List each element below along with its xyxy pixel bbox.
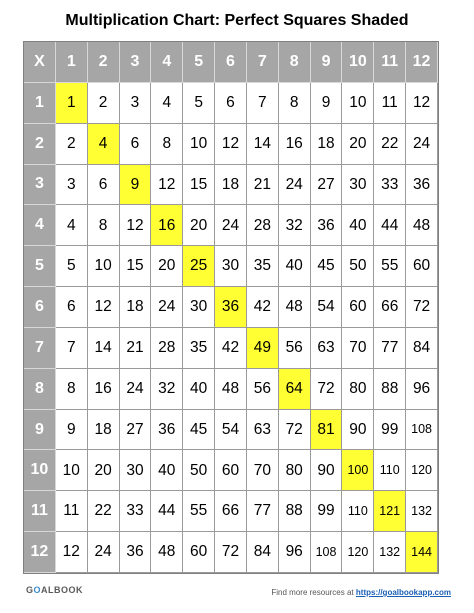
column-header: 12 bbox=[406, 42, 438, 83]
column-header: 1 bbox=[56, 42, 88, 83]
row-header: 8 bbox=[24, 369, 56, 410]
multiplication-table bbox=[23, 41, 439, 574]
product-cell: 55 bbox=[183, 491, 215, 532]
product-cell: 6 bbox=[88, 165, 120, 206]
product-cell: 99 bbox=[311, 491, 343, 532]
product-cell: 60 bbox=[406, 246, 438, 287]
product-cell: 56 bbox=[247, 369, 279, 410]
product-cell: 36 bbox=[406, 165, 438, 206]
product-cell: 12 bbox=[215, 124, 247, 165]
product-cell: 72 bbox=[311, 369, 343, 410]
product-cell: 35 bbox=[183, 328, 215, 369]
product-cell: 24 bbox=[406, 124, 438, 165]
product-cell: 80 bbox=[342, 369, 374, 410]
product-cell: 12 bbox=[151, 165, 183, 206]
product-cell: 36 bbox=[311, 205, 343, 246]
product-cell: 21 bbox=[247, 165, 279, 206]
product-cell: 3 bbox=[120, 83, 152, 124]
product-cell: 84 bbox=[406, 328, 438, 369]
product-cell: 45 bbox=[311, 246, 343, 287]
product-cell: 9 bbox=[56, 410, 88, 451]
product-cell: 10 bbox=[342, 83, 374, 124]
product-cell: 66 bbox=[374, 287, 406, 328]
row-header: 7 bbox=[24, 328, 56, 369]
page-title: Multiplication Chart: Perfect Squares Shaded bbox=[65, 12, 409, 29]
column-header: 5 bbox=[183, 42, 215, 83]
product-cell: 18 bbox=[311, 124, 343, 165]
product-cell: 10 bbox=[183, 124, 215, 165]
product-cell: 24 bbox=[88, 532, 120, 573]
row-header: 3 bbox=[24, 165, 56, 206]
product-cell: 24 bbox=[120, 369, 152, 410]
product-cell: 63 bbox=[311, 328, 343, 369]
product-cell: 10 bbox=[88, 246, 120, 287]
footer-resources bbox=[271, 588, 451, 597]
goalbook-logo: GOALBOOK bbox=[26, 585, 84, 595]
product-cell: 22 bbox=[88, 491, 120, 532]
column-header: 7 bbox=[247, 42, 279, 83]
perfect-square-cell: 4 bbox=[88, 124, 120, 165]
product-cell: 110 bbox=[374, 450, 406, 491]
perfect-square-cell: 36 bbox=[215, 287, 247, 328]
product-cell: 8 bbox=[279, 83, 311, 124]
product-cell: 11 bbox=[374, 83, 406, 124]
product-cell: 12 bbox=[56, 532, 88, 573]
corner-header: X bbox=[24, 42, 56, 83]
product-cell: 24 bbox=[279, 165, 311, 206]
product-cell: 12 bbox=[88, 287, 120, 328]
product-cell: 72 bbox=[279, 410, 311, 451]
product-cell: 32 bbox=[151, 369, 183, 410]
perfect-square-cell: 100 bbox=[342, 450, 374, 491]
row-header: 12 bbox=[24, 532, 56, 573]
product-cell: 110 bbox=[342, 491, 374, 532]
product-cell: 84 bbox=[247, 532, 279, 573]
product-cell: 54 bbox=[311, 287, 343, 328]
footer-text: Find more resources at bbox=[271, 588, 354, 597]
product-cell: 11 bbox=[56, 491, 88, 532]
column-header: 4 bbox=[151, 42, 183, 83]
product-cell: 132 bbox=[374, 532, 406, 573]
product-cell: 8 bbox=[88, 205, 120, 246]
product-cell: 18 bbox=[88, 410, 120, 451]
product-cell: 18 bbox=[120, 287, 152, 328]
product-cell: 44 bbox=[374, 205, 406, 246]
product-cell: 44 bbox=[151, 491, 183, 532]
product-cell: 14 bbox=[247, 124, 279, 165]
product-cell: 5 bbox=[56, 246, 88, 287]
product-cell: 8 bbox=[151, 124, 183, 165]
product-cell: 20 bbox=[183, 205, 215, 246]
row-header: 5 bbox=[24, 246, 56, 287]
product-cell: 50 bbox=[183, 450, 215, 491]
product-cell: 96 bbox=[279, 532, 311, 573]
product-cell: 42 bbox=[215, 328, 247, 369]
product-cell: 36 bbox=[151, 410, 183, 451]
product-cell: 96 bbox=[406, 369, 438, 410]
product-cell: 66 bbox=[215, 491, 247, 532]
product-cell: 70 bbox=[247, 450, 279, 491]
product-cell: 33 bbox=[374, 165, 406, 206]
product-cell: 15 bbox=[183, 165, 215, 206]
product-cell: 48 bbox=[151, 532, 183, 573]
product-cell: 27 bbox=[311, 165, 343, 206]
product-cell: 30 bbox=[183, 287, 215, 328]
product-cell: 28 bbox=[151, 328, 183, 369]
product-cell: 48 bbox=[406, 205, 438, 246]
product-cell: 40 bbox=[342, 205, 374, 246]
product-cell: 20 bbox=[88, 450, 120, 491]
product-cell: 77 bbox=[374, 328, 406, 369]
product-cell: 28 bbox=[247, 205, 279, 246]
product-cell: 2 bbox=[88, 83, 120, 124]
product-cell: 120 bbox=[342, 532, 374, 573]
product-cell: 4 bbox=[151, 83, 183, 124]
product-cell: 8 bbox=[56, 369, 88, 410]
row-header: 6 bbox=[24, 287, 56, 328]
product-cell: 60 bbox=[215, 450, 247, 491]
column-header: 11 bbox=[374, 42, 406, 83]
perfect-square-cell: 64 bbox=[279, 369, 311, 410]
column-header: 2 bbox=[88, 42, 120, 83]
product-cell: 15 bbox=[120, 246, 152, 287]
row-header: 2 bbox=[24, 124, 56, 165]
product-cell: 6 bbox=[215, 83, 247, 124]
product-cell: 36 bbox=[120, 532, 152, 573]
product-cell: 120 bbox=[406, 450, 438, 491]
product-cell: 16 bbox=[279, 124, 311, 165]
product-cell: 48 bbox=[215, 369, 247, 410]
perfect-square-cell: 16 bbox=[151, 205, 183, 246]
product-cell: 20 bbox=[151, 246, 183, 287]
product-cell: 18 bbox=[215, 165, 247, 206]
product-cell: 16 bbox=[88, 369, 120, 410]
product-cell: 40 bbox=[183, 369, 215, 410]
product-cell: 7 bbox=[56, 328, 88, 369]
column-header: 6 bbox=[215, 42, 247, 83]
product-cell: 60 bbox=[183, 532, 215, 573]
footer-link[interactable]: https://goalbookapp.com bbox=[355, 588, 451, 597]
product-cell: 50 bbox=[342, 246, 374, 287]
product-cell: 21 bbox=[120, 328, 152, 369]
product-cell: 9 bbox=[311, 83, 343, 124]
product-cell: 30 bbox=[215, 246, 247, 287]
product-cell: 27 bbox=[120, 410, 152, 451]
product-cell: 24 bbox=[215, 205, 247, 246]
product-cell: 45 bbox=[183, 410, 215, 451]
row-header: 11 bbox=[24, 491, 56, 532]
perfect-square-cell: 9 bbox=[120, 165, 152, 206]
product-cell: 88 bbox=[374, 369, 406, 410]
product-cell: 80 bbox=[279, 450, 311, 491]
column-header: 3 bbox=[120, 42, 152, 83]
product-cell: 48 bbox=[279, 287, 311, 328]
product-cell: 12 bbox=[120, 205, 152, 246]
product-cell: 40 bbox=[151, 450, 183, 491]
perfect-square-cell: 25 bbox=[183, 246, 215, 287]
product-cell: 77 bbox=[247, 491, 279, 532]
product-cell: 3 bbox=[56, 165, 88, 206]
row-header: 4 bbox=[24, 205, 56, 246]
product-cell: 5 bbox=[183, 83, 215, 124]
product-cell: 7 bbox=[247, 83, 279, 124]
product-cell: 10 bbox=[56, 450, 88, 491]
product-cell: 55 bbox=[374, 246, 406, 287]
product-cell: 108 bbox=[406, 410, 438, 451]
product-cell: 108 bbox=[311, 532, 343, 573]
product-cell: 60 bbox=[342, 287, 374, 328]
product-cell: 35 bbox=[247, 246, 279, 287]
product-cell: 72 bbox=[406, 287, 438, 328]
product-cell: 70 bbox=[342, 328, 374, 369]
row-header: 9 bbox=[24, 410, 56, 451]
perfect-square-cell: 81 bbox=[311, 410, 343, 451]
product-cell: 14 bbox=[88, 328, 120, 369]
product-cell: 20 bbox=[342, 124, 374, 165]
product-cell: 56 bbox=[279, 328, 311, 369]
product-cell: 30 bbox=[120, 450, 152, 491]
product-cell: 90 bbox=[342, 410, 374, 451]
product-cell: 24 bbox=[151, 287, 183, 328]
row-header: 10 bbox=[24, 450, 56, 491]
perfect-square-cell: 1 bbox=[56, 83, 88, 124]
product-cell: 90 bbox=[311, 450, 343, 491]
product-cell: 2 bbox=[56, 124, 88, 165]
perfect-square-cell: 121 bbox=[374, 491, 406, 532]
product-cell: 99 bbox=[374, 410, 406, 451]
product-cell: 30 bbox=[342, 165, 374, 206]
product-cell: 6 bbox=[56, 287, 88, 328]
product-cell: 88 bbox=[279, 491, 311, 532]
column-header: 10 bbox=[342, 42, 374, 83]
product-cell: 54 bbox=[215, 410, 247, 451]
product-cell: 40 bbox=[279, 246, 311, 287]
product-cell: 63 bbox=[247, 410, 279, 451]
row-header: 1 bbox=[24, 83, 56, 124]
product-cell: 72 bbox=[215, 532, 247, 573]
product-cell: 4 bbox=[56, 205, 88, 246]
column-header: 8 bbox=[279, 42, 311, 83]
product-cell: 132 bbox=[406, 491, 438, 532]
product-cell: 33 bbox=[120, 491, 152, 532]
product-cell: 22 bbox=[374, 124, 406, 165]
product-cell: 32 bbox=[279, 205, 311, 246]
product-cell: 42 bbox=[247, 287, 279, 328]
product-cell: 12 bbox=[406, 83, 438, 124]
perfect-square-cell: 49 bbox=[247, 328, 279, 369]
column-header: 9 bbox=[311, 42, 343, 83]
perfect-square-cell: 144 bbox=[406, 532, 438, 573]
product-cell: 6 bbox=[120, 124, 152, 165]
